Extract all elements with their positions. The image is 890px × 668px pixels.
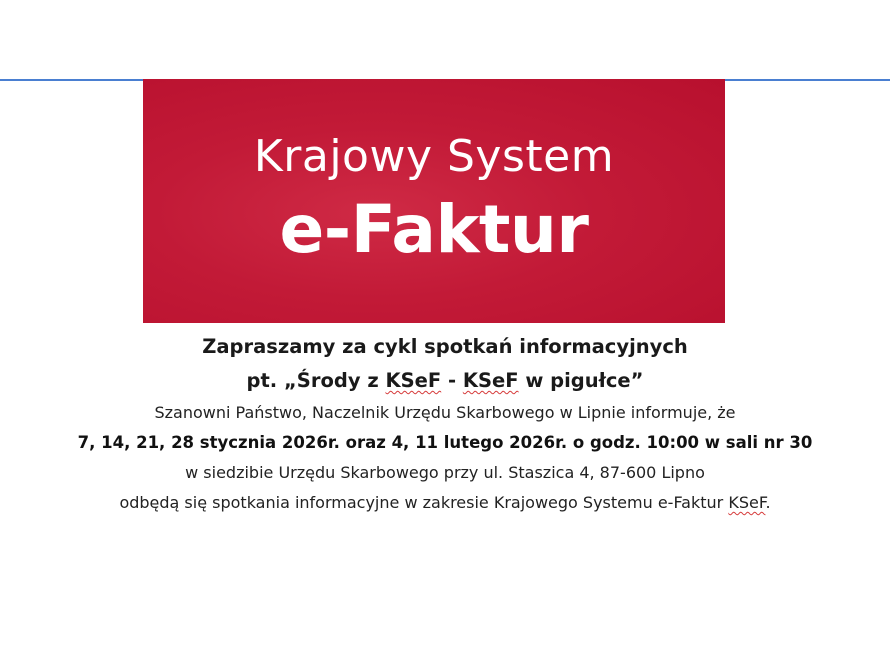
body-line-purpose-prefix: odbędą się spotkania informacyjne w zakresie Krajowego Systemu e-Faktur [119, 493, 729, 512]
heading-line1: Zapraszamy za cykl spotkań informacyjnych [202, 335, 688, 358]
body-line-purpose-suffix: . [765, 493, 771, 512]
body-ksef-word: KSeF [728, 493, 766, 512]
body-line-dates: 7, 14, 21, 28 stycznia 2026r. oraz 4, 11 lutego 2026r. o godz. 10:00 w sali nr 30 [77, 433, 813, 452]
body-line-purpose [0, 488, 890, 518]
heading-line2 [0, 364, 890, 398]
body-line-greeting: Szanowni Państwo, Naczelnik Urzędu Skarbowego w Lipnie informuje, że [154, 403, 736, 422]
heading-line2-mid: - [441, 369, 463, 392]
ksef-banner [143, 79, 725, 323]
heading-line2-prefix: pt. „Środy z [246, 369, 386, 392]
banner-title-line1: Krajowy System [253, 131, 615, 182]
heading-ksef-word-1: KSeF [385, 369, 442, 392]
banner-title-line2: e-Faktur [279, 191, 589, 268]
announcement-text [0, 330, 890, 518]
heading-ksef-word-2: KSeF [462, 369, 519, 392]
heading-line2-suffix: w pigułce” [518, 369, 644, 392]
body-line-location: w siedzibie Urzędu Skarbowego przy ul. Staszica 4, 87-600 Lipno [185, 463, 705, 482]
